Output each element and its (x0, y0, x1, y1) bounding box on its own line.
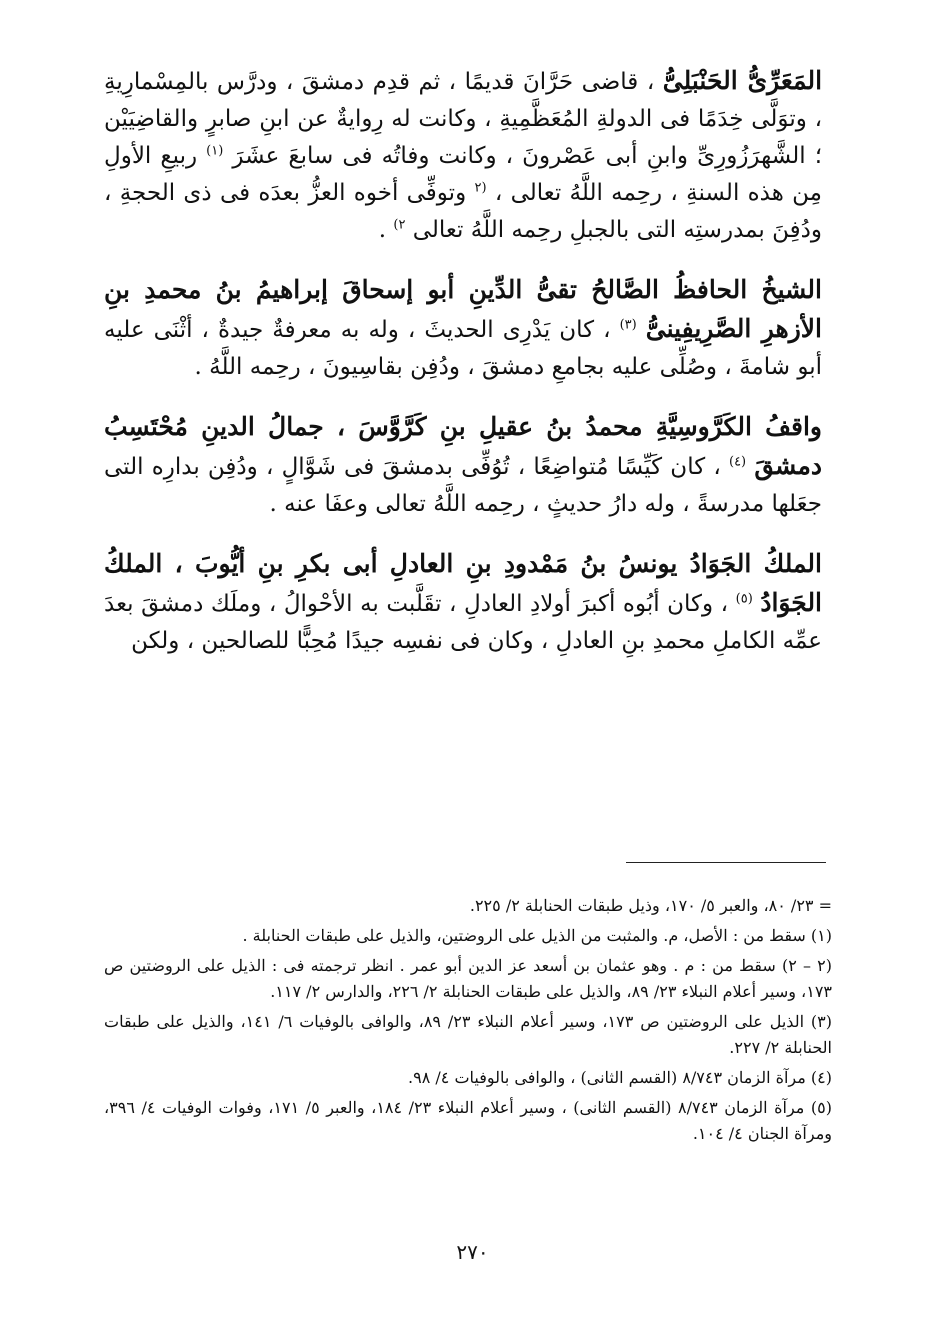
footnote-2: (٢ – ٢) سقط من : م . وهو عثمان بن أسعد عز الدين أبو عمر . انظر ترجمته فى : الذيل على الروضتين ص ١٧٣، وسير أعلام النبلاء ٢٣/ ٨٩، والذيل على طبقات الحنابلة ٢/ ٢٢٦، والدارس ٢/ ١١٧. (104, 956, 833, 1001)
footnotes (104, 893, 832, 1151)
intro-end: . (378, 217, 387, 243)
footnote-ref-2-open: (٢ (474, 180, 487, 196)
footnote-ref-2-close: ٢) (393, 217, 406, 233)
entry-sarifini (104, 271, 822, 386)
intro-text-3: وتوفِّى أخوه العزُّ بعدَه فى ذى الحجةِ ، ودُفِنَ بمدرستِه التى بالجبلِ رحِمه اللَّهُ تعالى (104, 180, 822, 243)
footnote-3: (٣) الذيل على الروضتين ص ١٧٣، وسير أعلام النبلاء ٢٣/ ٨٩، والوافى بالوفيات ٦/ ١٤١، والذيل على طبقات الحنابلة ٢/ ٢٢٧. (104, 1012, 832, 1057)
footnote-5: (٥) مرآة الزمان ٨/٧٤٣ (القسم الثانى) ، وسير أعلام النبلاء ٢٣/ ١٨٤، والعبر ٥/ ١٧١، وفوات الوفيات ٤/ ٣٩٦، ومرآة الجنان ٤/ ١٠٤. (104, 1098, 832, 1143)
main-text (104, 62, 822, 682)
entry-karrawsiyya (104, 408, 822, 523)
entry-text: ، كان يَدْرِى الحديثَ ، وله به معرفةٌ جيدةٌ ، أثْنَى عليه أبو شامةَ ، وصُلِّى عليه بجامعِ دمشقَ ، ودُفِن بقاسِيونَ ، رحِمه اللَّهُ . (104, 317, 822, 380)
entry-text: ، كان كَيِّسًا مُتواضِعًا ، تُوُفِّى بدمشقَ فى شَوَّالٍ ، ودُفِن بدارِه التى جعَلها مدرسةً ، وله دارُ حديثٍ ، رحِمه اللَّهُ تعالى وعفَا عنه . (104, 454, 822, 517)
footnote-ref-5: (٥) (735, 591, 753, 607)
entry-text: ، وكان أبُوه أكبرَ أولادِ العادلِ ، تقَلَّبت به الأحْوالُ ، وملَك دمشقَ بعدَ عمِّه الكاملِ محمدِ بنِ العادلِ ، وكان فى نفسِه جيدًا مُحِبًّا للصالحين ، ولكن (104, 591, 822, 654)
page-number: ٢٧٠ (456, 1240, 489, 1264)
footnote-ref-4: (٤) (728, 454, 747, 470)
intro-text: ، قاضى حَرَّانَ قديمًا ، ثم قدِم دمشقَ ، ودرَّس بالمِسْمارِيةِ ، وتوَلَّى خِدَمًا فى الدولةِ المُعَظَّمِيةِ ، وكانت له رِوايةٌ عن ابنِ صابرٍ والقاضِيَيْن ؛ الشَّهرَزُورِىِّ وابنِ أبى عَصْرونَ ، وكانت وفاتُه فى سابعَ عشَرَ (104, 69, 823, 169)
footnote-4: (٤) مرآة الزمان ٨/٧٤٣ (القسم الثانى) ، والوافى بالوفيات ٤/ ٩٨. (408, 1068, 832, 1087)
entry-heading: واقفُ الكَرَّوسِيَّةِ محمدُ بنُ عقيلِ بنِ كَرَّوَّسَ ، جمالُ الدينِ مُحْتَسِبُ دمشقَ (104, 412, 823, 480)
footnote-separator (626, 862, 826, 863)
intro-paragraph (104, 62, 822, 249)
footnote-1: (١) سقط من : الأصل، م. والمثبت من الذيل على الروضتين، والذيل على طبقات الحنابلة . (242, 926, 832, 945)
entry-jawad (104, 545, 822, 660)
entry-heading: الشيخُ الحافظُ الصَّالحُ تقىُّ الدِّينِ أبو إسحاقَ إبراهيمُ بنُ محمدِ بنِ الأزهرِ الصَّرِيفِينىُّ (104, 275, 822, 343)
intro-bold-name: المَعَرِّىُّ الحَنْبَلِىُّ (662, 66, 823, 95)
intro-text-2: ربيعِ الأولِ مِن هذه السنةِ ، رحِمه اللَّهُ تعالى ، (104, 143, 822, 206)
entry-heading: الملكُ الجَوَادُ يونسُ بنُ مَمْدودِ بنِ العادلِ أبى بكرِ بنِ أيُّوبَ ، الملكُ الجَوَادُ (104, 549, 823, 617)
footnote-ref-1: (١) (206, 143, 224, 159)
footnote-continuation: = ٢٣/ ٨٠، والعبر ٥/ ١٧٠، وذيل طبقات الحنابلة ٢/ ٢٢٥. (469, 896, 832, 915)
footnote-ref-3: (٣) (619, 317, 637, 333)
